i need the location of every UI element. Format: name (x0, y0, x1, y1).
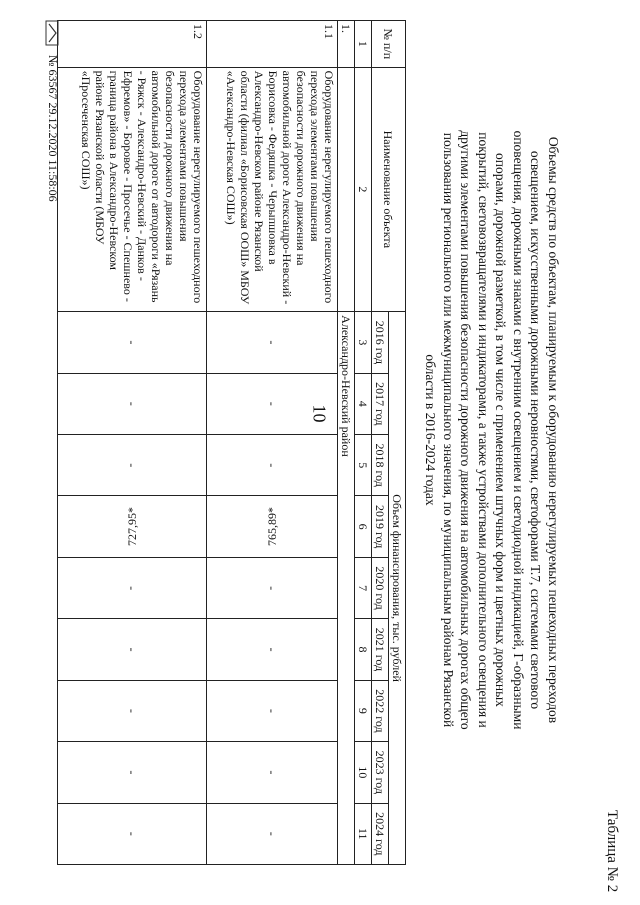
district-row (338, 21, 355, 865)
header-year: 2022 год (372, 680, 389, 741)
row-value: 765,89* (265, 507, 279, 547)
table-row (207, 21, 338, 865)
table-row (58, 21, 207, 865)
header-year: 2018 год (372, 435, 389, 496)
header-year: 2021 год (372, 619, 389, 680)
column-number: 9 (355, 680, 372, 741)
table-caption: Объемы средств по объектам, планируемым к оборудованию нерегулируемых пешеходных переходов освещением, искусственными дорожными неровностями, светофорами Т.7, системами светового оповещения, дорожными знаками с внутренним освещением и светодиодной индикацией, Г-образными опорами, дорожной разметкой, в том числе с применением штучных форм и цветных дорожных покрытий, световозвращателями и индикаторами, а также устройствами дополнительного освещения и другими элементами повышения безопасности дорожного движения на автомобильных дорогах общего пользования регионального или межмуниципального значения, по муниципальным районам Рязанской области в 2016-2024 годах (423, 130, 561, 730)
header-num: № п/п (372, 21, 406, 68)
header-name: Наименование объекта (372, 67, 406, 312)
row-num: 1.1 (207, 21, 338, 68)
column-number: 10 (355, 742, 372, 803)
row-value: - (207, 803, 338, 864)
row-value: - (207, 742, 338, 803)
column-number: 2 (355, 67, 372, 312)
row-value: - (58, 557, 207, 618)
page-number: 10 (309, 404, 330, 423)
row-value: - (207, 373, 338, 434)
header-year: 2024 год (372, 803, 389, 864)
row-value: - (207, 435, 338, 496)
district-name: Александро-Невский район (338, 312, 355, 865)
column-number-row (355, 21, 372, 865)
rotated-page-content (20, 10, 620, 893)
district-empty (338, 67, 355, 312)
row-value: - (58, 435, 207, 496)
column-number: 3 (355, 312, 372, 373)
row-value: - (58, 803, 207, 864)
row-value: - (58, 619, 207, 680)
district-num: 1. (338, 21, 355, 68)
row-value: - (58, 373, 207, 434)
row-name: Оборудование нерегулируемого пешеходного перехода элементами повышения безопасности дорожного движения на автомобильной дороге от автодороги «Рязань - Ряжск - Александро-Невский - Данков - Ефремов» - Боровое - Просечье - Спешнево - граница района в Александро-Невском районе Рязанской области (МБОУ «Просеченская СОШ») (58, 67, 207, 312)
document-stamp (45, 20, 60, 202)
header-year: 2017 год (372, 373, 389, 434)
column-number: 11 (355, 803, 372, 864)
row-value: - (207, 680, 338, 741)
stamp-text: № 63567 29.12.2020 11:58:06 (46, 55, 60, 202)
row-value: - (207, 619, 338, 680)
column-number: 4 (355, 373, 372, 434)
column-number: 6 (355, 496, 372, 557)
column-number: 7 (355, 557, 372, 618)
header-year: 2019 год (372, 496, 389, 557)
header-year: 2020 год (372, 557, 389, 618)
column-number: 8 (355, 619, 372, 680)
row-value: - (58, 742, 207, 803)
funding-table (57, 20, 406, 865)
row-value: 727,95* (125, 507, 139, 547)
stamp-logo-icon (45, 20, 59, 46)
table-label: Таблица № 2 (604, 810, 620, 893)
header-funding: Объем финансирования, тыс. рублей (389, 312, 406, 865)
column-number: 1 (355, 21, 372, 68)
row-value: - (58, 680, 207, 741)
row-value: - (58, 312, 207, 373)
column-number: 5 (355, 435, 372, 496)
header-year: 2023 год (372, 742, 389, 803)
row-value: - (207, 312, 338, 373)
row-num: 1.2 (58, 21, 207, 68)
row-value: - (207, 557, 338, 618)
row-value-cell (207, 496, 338, 557)
row-name: Оборудование нерегулируемого пешеходного перехода элементами повышения безопасности дорожного движения на автомобильной дороге Александро-Невский - Борисовка - Федяшка - Черыпшовка в Александро-Невском районе Рязанской области (филиал «Борисовская ООШ» МБОУ «Александро-Невская СОШ») (207, 67, 338, 312)
header-year: 2016 год (372, 312, 389, 373)
row-value-cell (58, 496, 207, 557)
